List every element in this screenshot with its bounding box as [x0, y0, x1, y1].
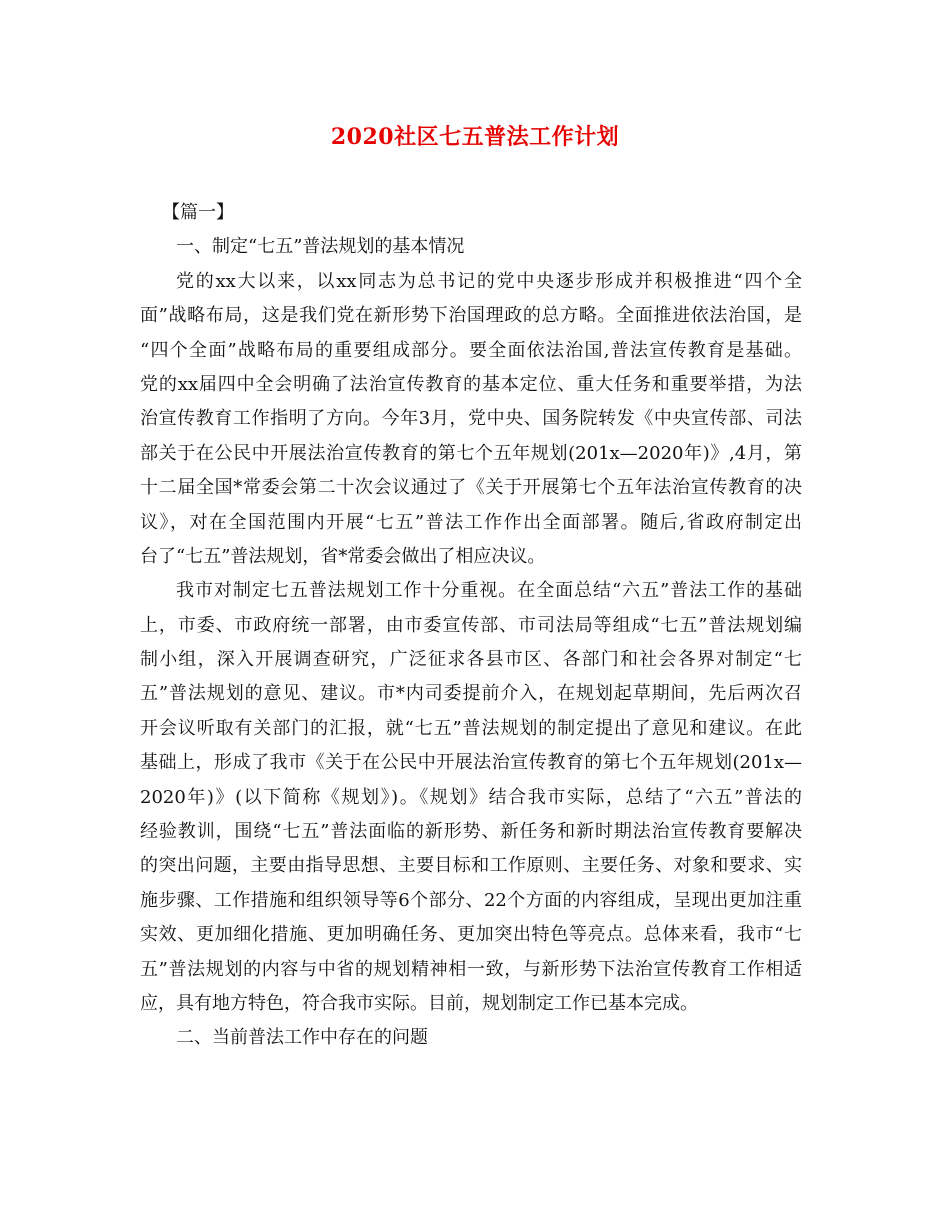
paragraph-line: 议》，对在全国范围内开展“七五”普法工作作出全面部署。随后,省政府制定出 [140, 511, 802, 533]
paragraph-line: 基础上，形成了我市《关于在公民中开展法治宣传教育的第七个五年规划(201x— [140, 752, 802, 774]
document-body [140, 196, 802, 1056]
paragraph-line: 部关于在公民中开展法治宣传教育的第七个五年规划(201x—2020年)》,4月，第 [140, 442, 802, 464]
paragraph-line: 我市对制定七五普法规划工作十分重视。在全面总结“六五”普法工作的基础 [176, 580, 802, 602]
paragraph-line: 党的xx大以来，以xx同志为总书记的党中央逐步形成并积极推进“四个全 [176, 270, 802, 292]
section-label: 【篇一】 [162, 202, 234, 223]
paragraph-line: “四个全面”战略布局的重要组成部分。要全面依法治国,普法宣传教育是基础。 [140, 339, 802, 361]
paragraph-line: 制小组，深入开展调查研究，广泛征求各县市区、各部门和社会各界对制定“七 [140, 649, 802, 671]
paragraph-1 [140, 265, 802, 575]
paragraph-line: 治宣传教育工作指明了方向。今年3月，党中央、国务院转发《中央宣传部、司法 [140, 408, 802, 430]
paragraph-line: 施步骤、工作措施和组织领导等6个部分、22个方面的内容组成，呈现出更加注重 [140, 889, 802, 911]
paragraph-line: 应，具有地方特色，符合我市实际。目前，规划制定工作已基本完成。 [140, 992, 698, 1014]
paragraph-line: 开会议听取有关部门的汇报，就“七五”普法规划的制定提出了意见和建议。在此 [140, 717, 802, 739]
paragraph-line: 实效、更加细化措施、更加明确任务、更加突出特色等亮点。总体来看，我市“七 [140, 924, 802, 946]
heading-1: 一、制定“七五”普法规划的基本情况 [176, 236, 465, 258]
paragraph-line: 十二届全国*常委会第二十次会议通过了《关于开展第七个五年法治宣传教育的决 [140, 477, 802, 499]
paragraph-line: 经验教训，围绕“七五”普法面临的新形势、新任务和新时期法治宣传教育要解决 [140, 821, 802, 843]
paragraph-line: 五”普法规划的意见、建议。市*内司委提前介入，在规划起草期间，先后两次召 [140, 683, 802, 705]
paragraph-2 [140, 574, 802, 1021]
paragraph-line: 五”普法规划的内容与中省的规划精神相一致，与新形势下法治宣传教育工作相适 [140, 958, 802, 980]
paragraph-line: 台了“七五”普法规划，省*常委会做出了相应决议。 [140, 545, 546, 567]
paragraph-line: 的突出问题，主要由指导思想、主要目标和工作原则、主要任务、对象和要求、实 [140, 855, 802, 877]
heading-2: 二、当前普法工作中存在的问题 [176, 1027, 428, 1049]
paragraph-line: 党的xx届四中全会明确了法治宣传教育的基本定位、重大任务和重要举措，为法 [140, 373, 802, 395]
paragraph-line: 上，市委、市政府统一部署，由市委宣传部、市司法局等组成“七五”普法规划编 [140, 614, 802, 636]
document-title: 2020社区七五普法工作计划 [330, 124, 620, 150]
paragraph-line: 面”战略布局，这是我们党在新形势下治国理政的总方略。全面推进依法治国，是 [140, 305, 802, 327]
paragraph-line: 2020年)》(以下简称《规划》)。《规划》结合我市实际，总结了“六五”普法的 [140, 786, 802, 808]
